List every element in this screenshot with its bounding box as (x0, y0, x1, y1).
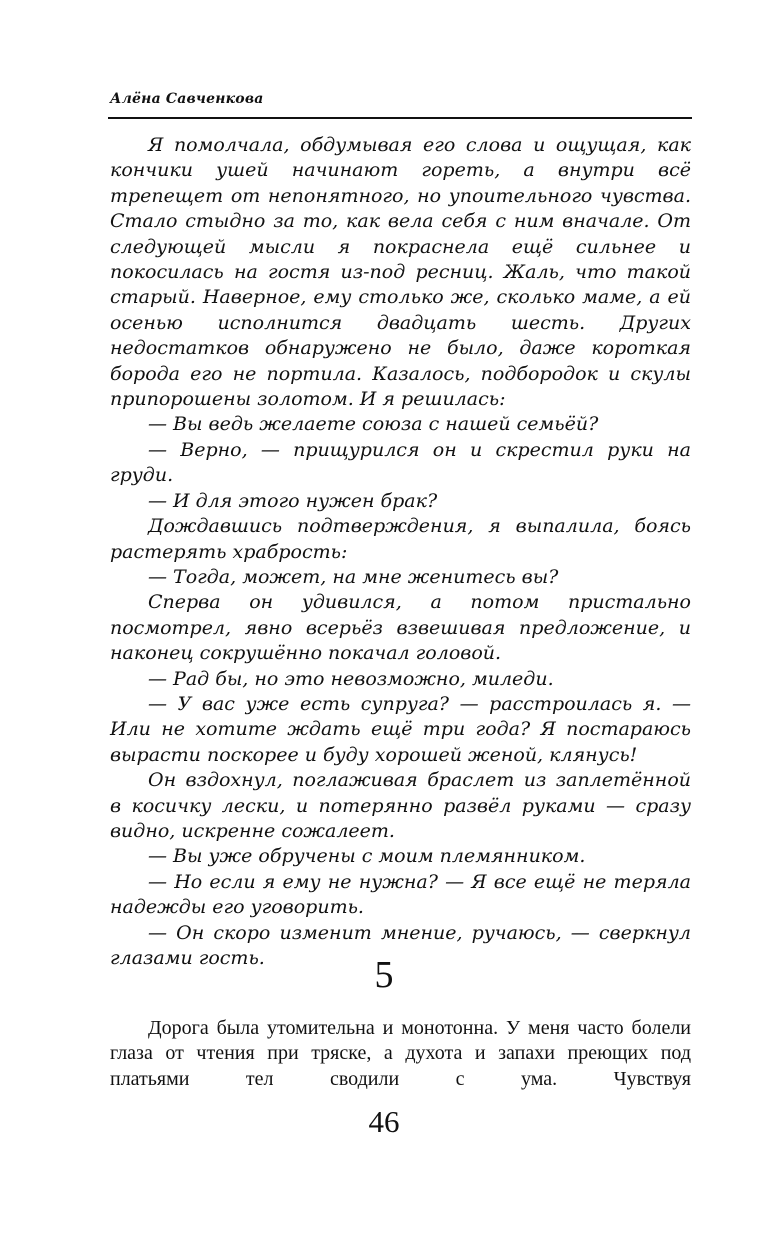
chapter-number: 5 (374, 954, 394, 996)
chapter-opening-paragraph: Дорога была утомительна и монотонна. У меня часто болели глаза от чтения при тряске, а духота и запахи преющих под платьями тел сводили с ума. Чувствуя (110, 1017, 691, 1090)
paragraph: — Он скоро изменит мнение, ручаюсь, — сверкнул глазами гость. (110, 921, 691, 969)
paragraph: Я помолчала, обдумывая его слова и ощущая, как кончики ушей начинают гореть, а внутри всё трепещет от непонятного, но упоительного чувства. Стало стыдно за то, как вела себя с ним вначале. От следующей мысли я покраснела ещё сильнее и покосилась на гостя из-под ресниц. Жаль, что такой старый. Наверное, ему столько же, сколько маме, а ей осенью исполнится двадцать шесть. Других недостатков обнаружено не было, даже короткая борода его не портила. Казалось, подбородок и скулы припорошены золотом. И я решилась: (110, 134, 691, 411)
paragraph: — Но если я ему не нужна? — Я все ещё не теряла надежды его уговорить. (110, 870, 691, 919)
paragraph: — Вы уже обручены с моим племянником. (148, 845, 586, 868)
paragraph: — И для этого нужен брак? (148, 489, 438, 512)
paragraph: — У вас уже есть супруга? — расстроилась я. — Или не хотите ждать ещё три года? Я постараюсь вырасти поскорее и буду хорошей женой, клянусь! (110, 692, 691, 766)
italic-text-block (110, 133, 691, 971)
chapter-text-block (110, 1016, 691, 1092)
paragraph: Сперва он удивился, а потом пристально посмотрел, явно всерьёз взвешивая предложение, и наконец сокрушённо покачал головой. (110, 591, 691, 665)
paragraph: — Верно, — прищурился он и скрестил руки на груди. (110, 438, 691, 487)
paragraph: — Тогда, может, на мне женитесь вы? (148, 565, 559, 588)
paragraph: — Вы ведь желаете союза с нашей семьёй? (148, 413, 599, 436)
page-number: 46 (368, 1104, 400, 1139)
running-head-author: Алёна Савченкова (110, 91, 264, 107)
paragraph: Он вздохнул, поглаживая браслет из заплетённой в косичку лески, и потерянно развёл руками — сразу видно, искренне сожалеет. (110, 769, 691, 842)
header-rule (108, 117, 692, 119)
paragraph: — Рад бы, но это невозможно, миледи. (148, 667, 554, 690)
paragraph: Дождавшись подтверждения, я выпалила, боясь растерять храбрость: (110, 515, 691, 563)
